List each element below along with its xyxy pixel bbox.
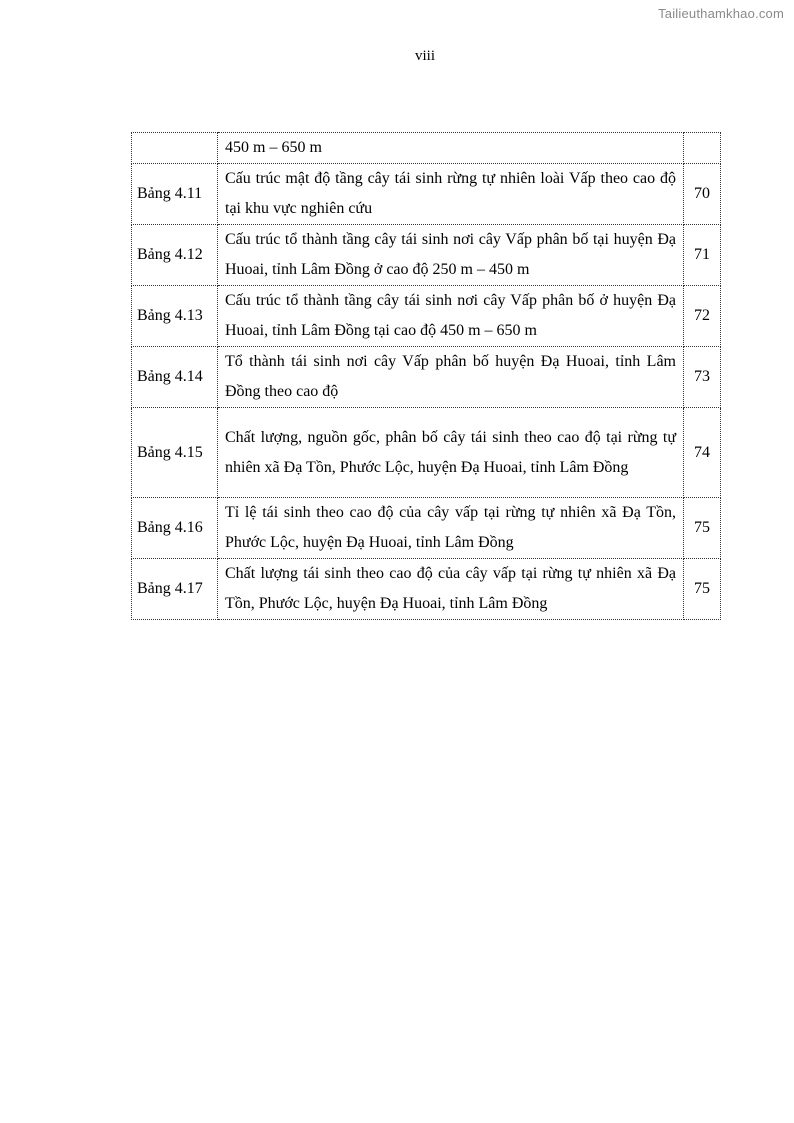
table-row	[132, 498, 721, 559]
table-title-cell: Tỉ lệ tái sinh theo cao độ của cây vấp tại rừng tự nhiên xã Đạ Tồn, Phước Lộc, huyện Đạ Huoai, tỉnh Lâm Đồng	[218, 498, 684, 559]
table-row	[132, 408, 721, 498]
table-label-cell: Bảng 4.16	[132, 498, 218, 559]
table-label-cell	[132, 133, 218, 164]
table-title-cell: Cấu trúc tổ thành tầng cây tái sinh nơi cây Vấp phân bố ở huyện Đạ Huoai, tỉnh Lâm Đồng tại cao độ 450 m – 650 m	[218, 286, 684, 347]
table-title-cell: Chất lượng, nguồn gốc, phân bố cây tái sinh theo cao độ tại rừng tự nhiên xã Đạ Tồn, Phước Lộc, huyện Đạ Huoai, tỉnh Lâm Đồng	[218, 408, 684, 498]
table-row	[132, 559, 721, 620]
table-page-cell: 70	[684, 164, 721, 225]
table-page-cell: 71	[684, 225, 721, 286]
table-title-cell: Cấu trúc tổ thành tầng cây tái sinh nơi cây Vấp phân bố tại huyện Đạ Huoai, tỉnh Lâm Đồng ở cao độ 250 m – 450 m	[218, 225, 684, 286]
table-row	[132, 286, 721, 347]
table-label-cell: Bảng 4.14	[132, 347, 218, 408]
table-page-cell	[684, 133, 721, 164]
table-page-cell: 74	[684, 408, 721, 498]
table-label-cell: Bảng 4.11	[132, 164, 218, 225]
table-label-cell: Bảng 4.15	[132, 408, 218, 498]
table-page-cell: 72	[684, 286, 721, 347]
page-number: viii	[414, 48, 435, 64]
table-label-cell: Bảng 4.12	[132, 225, 218, 286]
table-title-cell: Tổ thành tái sinh nơi cây Vấp phân bố huyện Đạ Huoai, tỉnh Lâm Đồng theo cao độ	[218, 347, 684, 408]
table-label-cell: Bảng 4.13	[132, 286, 218, 347]
table-page-cell: 73	[684, 347, 721, 408]
watermark: Tailieuthamkhao.com	[658, 6, 784, 21]
table-of-contents	[131, 132, 721, 620]
table-row	[132, 225, 721, 286]
table-row	[132, 347, 721, 408]
table-label-cell: Bảng 4.17	[132, 559, 218, 620]
table-row	[132, 133, 721, 164]
table-title-cell: Cấu trúc mật độ tầng cây tái sinh rừng tự nhiên loài Vấp theo cao độ tại khu vực nghiên cứu	[218, 164, 684, 225]
table-row	[132, 164, 721, 225]
table-page-cell: 75	[684, 559, 721, 620]
table-page-cell: 75	[684, 498, 721, 559]
table-title-cell: 450 m – 650 m	[218, 133, 684, 164]
table-title-cell: Chất lượng tái sinh theo cao độ của cây vấp tại rừng tự nhiên xã Đạ Tồn, Phước Lộc, huyện Đạ Huoai, tỉnh Lâm Đồng	[218, 559, 684, 620]
